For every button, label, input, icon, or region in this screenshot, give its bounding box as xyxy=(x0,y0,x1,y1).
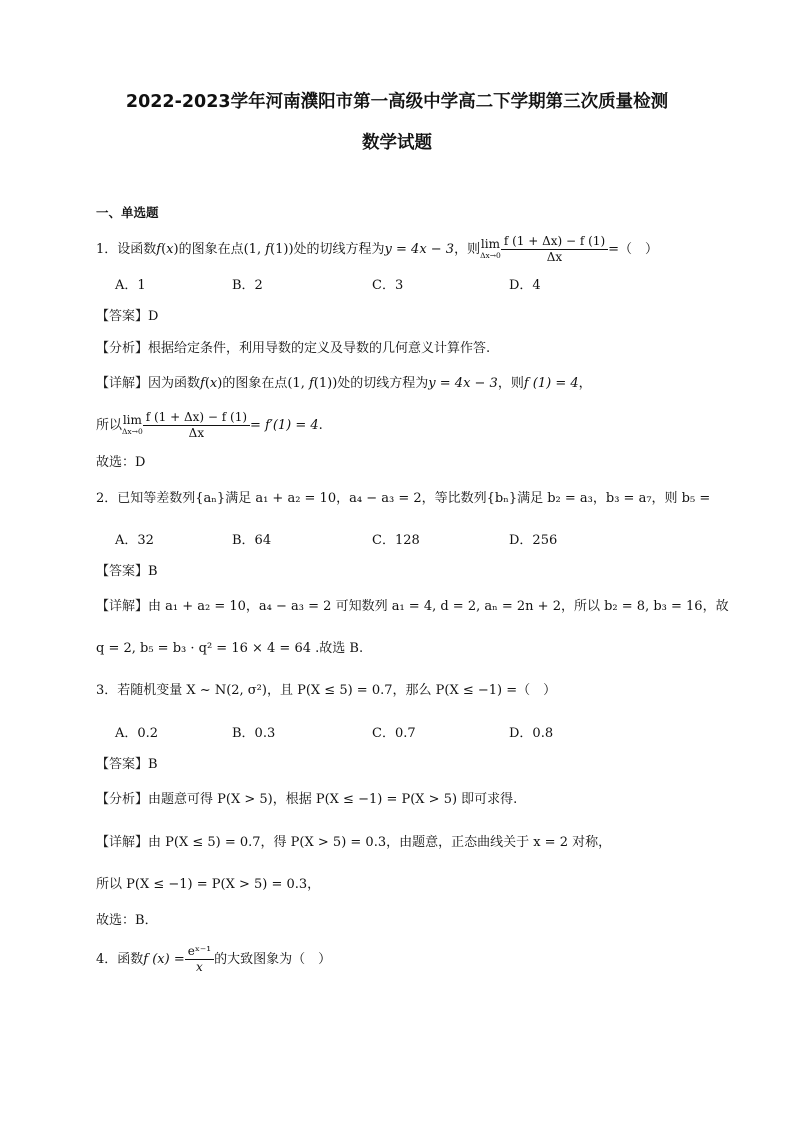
question-3-stem: 3．若随机变量 X ~ N(2, σ²)，且 P(X ≤ 5) = 0.7，那么 P(X ≤ −1) =（ ） xyxy=(96,683,557,698)
q3-answer: 【答案】B xyxy=(96,757,158,772)
q1-select: 故选：D xyxy=(96,455,146,470)
q3-option-c: C．0.7 xyxy=(372,726,416,741)
q2-option-b: B．64 xyxy=(232,533,272,548)
q1-answer: 【答案】D xyxy=(96,309,159,324)
q3-option-a: A．0.2 xyxy=(115,726,159,741)
q1-option-b: B．2 xyxy=(232,278,263,293)
section-heading: 一、单选题 xyxy=(96,205,159,220)
q2-option-a: A．32 xyxy=(115,533,154,548)
q1-analysis: 【分析】根据给定条件，利用导数的定义及导数的几何意义计算作答. xyxy=(96,341,491,356)
q3-option-b: B．0.3 xyxy=(232,726,276,741)
question-1-stem: 1．设函数f(x)的图象在点(1, f(1))处的切线方程为y = 4x − 3，则 lim Δx→0 $\frac{f (1 + \Delta x) - f (1)}{\Delta x}$ =（ ） xyxy=(96,234,659,264)
q3-detail: 【详解】由 P(X ≤ 5) = 0.7，得 P(X > 5) = 0.3，由题意，正态曲线关于 x = 2 对称， xyxy=(96,835,612,850)
q1-detail: 【详解】因为函数f(x)的图象在点(1, f(1))处的切线方程为y = 4x − 3，则f (1) = 4， xyxy=(96,376,592,391)
document-subtitle: 数学试题 xyxy=(362,133,432,153)
q2-detail-line-2: q = 2, b₅ = b₃ · q² = 16 × 4 = 64 .故选 B. xyxy=(96,641,364,656)
q2-answer: 【答案】B xyxy=(96,564,158,579)
q2-option-d: D．256 xyxy=(509,533,558,548)
q3-select: 故选：B． xyxy=(96,913,158,928)
q1-detail-line-2: 所以 lim Δx→0 $\frac{f (1 + \Delta x) - f (1)}{\Delta x}$ = f′(1) = 4. xyxy=(96,410,323,440)
q1-option-a: A．1 xyxy=(115,278,146,293)
q2-detail: 【详解】由 a₁ + a₂ = 10，a₄ − a₃ = 2 可知数列 a₁ = 4, d = 2, aₙ = 2n + 2，所以 b₂ = 8, b₃ = 16，故 xyxy=(96,599,729,614)
question-2-stem: 2．已知等差数列{aₙ}满足 a₁ + a₂ = 10，a₄ − a₃ = 2，等比数列{bₙ}满足 b₂ = a₃，b₃ = a₇，则 b₅ = xyxy=(96,491,711,506)
q1-option-c: C．3 xyxy=(372,278,404,293)
q1-option-d: D．4 xyxy=(509,278,541,293)
q2-option-c: C．128 xyxy=(372,533,420,548)
q3-detail-line-2: 所以 P(X ≤ −1) = P(X > 5) = 0.3， xyxy=(96,877,321,892)
fraction: $\frac{f (1 + \Delta x) - f (1)}{\Delta x}$ xyxy=(501,234,608,265)
question-4-stem: 4．函数f (x) = $\frac{\text{eˣ⁻¹}}{x}$ 的大致图象为（ ） xyxy=(96,944,332,974)
document-title: 2022-2023学年河南濮阳市第一高级中学高二下学期第三次质量检测 xyxy=(125,92,669,112)
q3-analysis: 【分析】由题意可得 P(X > 5)，根据 P(X ≤ −1) = P(X > 5) 即可求得. xyxy=(96,792,518,807)
q3-option-d: D．0.8 xyxy=(509,726,554,741)
fraction: $\frac{\text{eˣ⁻¹}}{x}$ xyxy=(185,944,214,975)
limit-expression: lim Δx→0 xyxy=(480,236,501,260)
